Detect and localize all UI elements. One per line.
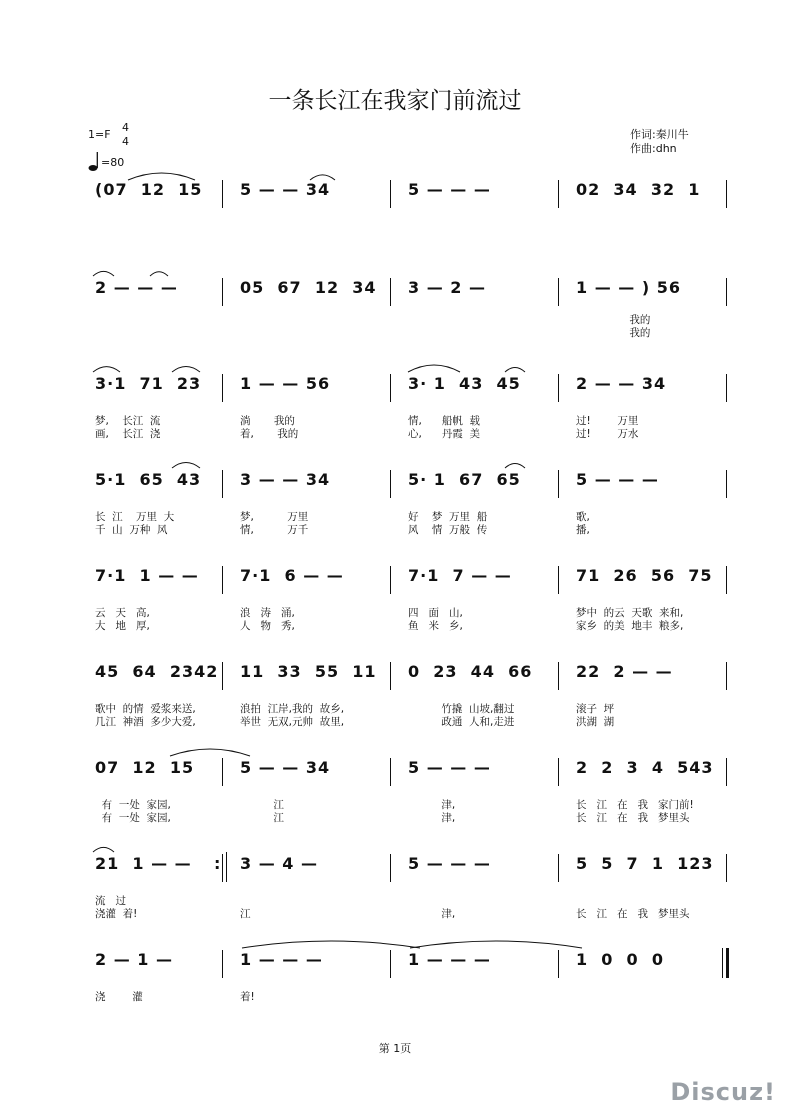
quarter-note-icon — [88, 150, 102, 172]
barline — [390, 180, 391, 208]
score-measure: 7·1 1 — — — [95, 566, 199, 585]
score-measure: 2 — — 34 — [576, 374, 667, 393]
lyric-line-2: 播, — [576, 524, 590, 536]
slur-arc — [410, 941, 582, 948]
credits — [630, 128, 689, 156]
lyric-line-1: 浪 涛 涌, — [240, 607, 295, 619]
lyric-line-2: 江 — [240, 812, 284, 824]
score-measure: 02 34 32 1 — [576, 180, 701, 199]
barline — [558, 950, 559, 978]
lyric-line-2: 几江 神酒 多少大爱, — [95, 716, 196, 728]
score-measure: 1 — — — — [408, 950, 491, 969]
slur-arc — [242, 941, 420, 948]
score-measure: (07 12 15 — [95, 180, 203, 199]
score-measure: 2 — 1 — — [95, 950, 173, 969]
lyric-line-2: 人 物 秀, — [240, 620, 295, 632]
lyric-line-2: 鱼 米 乡, — [408, 620, 463, 632]
slur-arc — [93, 271, 114, 276]
score-measure: 45 64 2342 — [95, 662, 219, 681]
lyric-line-1: 过! 万里 — [576, 415, 639, 427]
slur-arc — [128, 173, 195, 180]
slur-arc — [93, 847, 114, 852]
slur-arc — [505, 368, 525, 373]
barline — [222, 758, 223, 786]
slur-arc — [170, 749, 250, 756]
barline — [558, 566, 559, 594]
barline — [726, 180, 727, 208]
score-measure: 2 — — — — [95, 278, 178, 297]
score-measure: 3 — 2 — — [408, 278, 486, 297]
watermark-logo: Discuz! — [670, 1078, 776, 1106]
final-barline-thin — [722, 948, 723, 978]
score-measure: 5·1 65 43 — [95, 470, 202, 489]
slur-arc — [172, 463, 200, 469]
slur-arc — [408, 365, 460, 372]
lyric-line-2: 着, 我的 — [240, 428, 299, 440]
lyric-line-1: 有 一处 家园, — [95, 799, 171, 811]
score-measure: 7·1 6 — — — [240, 566, 344, 585]
barline — [726, 374, 727, 402]
score-measure: 71 26 56 75 — [576, 566, 713, 585]
lyric-line-2: 洪湖 湖 — [576, 716, 615, 728]
lyric-line-1: 梦, 长江 流 — [95, 415, 161, 427]
barline — [222, 662, 223, 690]
barline — [222, 854, 223, 882]
score-measure: 7·1 7 — — — [408, 566, 512, 585]
lyric-line-1: 浇 灌 — [95, 991, 143, 1003]
barline — [390, 950, 391, 978]
final-barline-thick — [726, 948, 729, 978]
slur-arc — [505, 464, 525, 469]
lyric-line-1: 歌中 的情 爱浆来送, — [95, 703, 196, 715]
barline — [390, 470, 391, 498]
score-measure: 5 — — — — [576, 470, 659, 489]
barline — [222, 180, 223, 208]
lyric-line-1: 四 面 山, — [408, 607, 463, 619]
barline — [390, 566, 391, 594]
time-signature-bottom: 4 — [122, 135, 129, 148]
barline — [222, 374, 223, 402]
score-measure: 5 — — — — [408, 758, 491, 777]
barline — [558, 278, 559, 306]
barline — [390, 278, 391, 306]
lyric-line-2: 家乡 的美 地丰 粮多, — [576, 620, 684, 632]
score-measure: 5 — — — — [408, 180, 491, 199]
score-measure: 5 5 7 1 123 — [576, 854, 714, 873]
lyric-line-1: 我的 我的 — [629, 314, 651, 339]
barline — [726, 854, 727, 882]
lyric-line-2: 津, — [408, 908, 456, 920]
lyric-line-2: 千 山 万种 风 — [95, 524, 168, 536]
lyric-line-2: 浇灌 着! — [95, 908, 138, 920]
barline — [726, 662, 727, 690]
barline — [558, 758, 559, 786]
lyric-line-1: 流 过 — [95, 895, 127, 907]
slur-arc — [93, 367, 120, 372]
lyric-line-2: 心, 丹霞 美 — [408, 428, 481, 440]
score-measure: 11 33 55 11 — [240, 662, 377, 681]
lyric-line-1: 滚子 坪 — [576, 703, 615, 715]
lyric-line-2: 画, 长江 浇 — [95, 428, 161, 440]
lyric-line-1: 长 江 万里 大 — [95, 511, 175, 523]
score-measure: 5 — — 34 — [240, 180, 331, 199]
barline — [390, 854, 391, 882]
lyric-line-1: 着! — [240, 991, 255, 1003]
lyric-line-1: 淌 我的 — [240, 415, 295, 427]
time-signature-top: 4 — [122, 121, 129, 134]
key-signature: 1=F — [88, 128, 111, 141]
score-measure: 0 23 44 66 — [408, 662, 533, 681]
time-signature — [122, 121, 129, 149]
barline — [558, 374, 559, 402]
barline — [726, 470, 727, 498]
barline — [726, 758, 727, 786]
score-measure: 1 — — — — [240, 950, 323, 969]
lyric-line-2: 江 — [240, 908, 251, 920]
score-measure: 1 — — 56 — [240, 374, 331, 393]
barline — [726, 566, 727, 594]
barline — [726, 278, 727, 306]
tempo-marking: =80 — [101, 156, 125, 169]
barline — [558, 854, 559, 882]
composer: 作曲:dhn — [630, 142, 677, 155]
lyric-line-1: 好 梦 万里 船 — [408, 511, 488, 523]
barline — [222, 566, 223, 594]
lyric-line-1: 情, 船帆 载 — [408, 415, 481, 427]
barline — [390, 758, 391, 786]
barline — [558, 470, 559, 498]
score-measure: 1 — — ) 56 — [576, 278, 681, 297]
lyric-line-1: 云 天 高, — [95, 607, 150, 619]
lyric-line-2: 长 江 在 我 梦里头 — [576, 908, 690, 920]
score-measure: 1 0 0 0 — [576, 950, 664, 969]
barline — [222, 950, 223, 978]
slur-arc — [150, 272, 168, 276]
score-measure: 07 12 15 — [95, 758, 195, 777]
barline — [390, 662, 391, 690]
page-number: 第 1页 — [378, 1042, 412, 1055]
lyric-line-1: 浪拍 江岸,我的 故乡, — [240, 703, 345, 715]
lyric-line-1: 歌, — [576, 511, 590, 523]
score-measure: 2 2 3 4 543 — [576, 758, 714, 777]
lyric-line-1: 江 — [240, 799, 284, 811]
score-measure: 3 — — 34 — [240, 470, 331, 489]
barline — [390, 374, 391, 402]
barline — [222, 470, 223, 498]
lyric-line-2: 长 江 在 我 梦里头 — [576, 812, 690, 824]
lyric-line-1: 梦中 的云 天歌 来和, — [576, 607, 684, 619]
score-measure: 5 — — — — [408, 854, 491, 873]
score-measure: 3·1 71 23 — [95, 374, 202, 393]
score-measure: 21 1 — — — [95, 854, 192, 873]
lyric-line-2: 有 一处 家园, — [95, 812, 171, 824]
repeat-dots: : — [214, 854, 221, 873]
repeat-barline — [226, 852, 227, 882]
score-title: 一条长江在我家门前流过 — [268, 88, 522, 114]
lyricist: 作词:秦川牛 — [630, 128, 689, 141]
lyric-line-2: 风 情 万般 传 — [408, 524, 488, 536]
lyric-line-1: 竹撬 山坡,翻过 — [408, 703, 515, 715]
lyric-line-2: 情, 万千 — [240, 524, 309, 536]
lyric-line-2: 津, — [408, 812, 456, 824]
slur-arc — [172, 367, 200, 373]
score-measure: 22 2 — — — [576, 662, 673, 681]
lyric-line-2: 举世 无双,元帅 故里, — [240, 716, 345, 728]
score-measure: 3· 1 43 45 — [408, 374, 521, 393]
lyric-line-1: 津, — [408, 799, 456, 811]
lyric-line-1: 梦, 万里 — [240, 511, 309, 523]
lyric-line-2: 政通 人和,走进 — [408, 716, 515, 728]
score-measure: 5· 1 67 65 — [408, 470, 521, 489]
score-measure: 3 — 4 — — [240, 854, 318, 873]
score-measure: 5 — — 34 — [240, 758, 331, 777]
barline — [222, 278, 223, 306]
score-measure: 05 67 12 34 — [240, 278, 377, 297]
lyric-line-2: 过! 万水 — [576, 428, 639, 440]
lyric-line-2: 大 地 厚, — [95, 620, 150, 632]
barline — [558, 180, 559, 208]
barline — [558, 662, 559, 690]
lyric-line-1: 长 江 在 我 家门前! — [576, 799, 694, 811]
